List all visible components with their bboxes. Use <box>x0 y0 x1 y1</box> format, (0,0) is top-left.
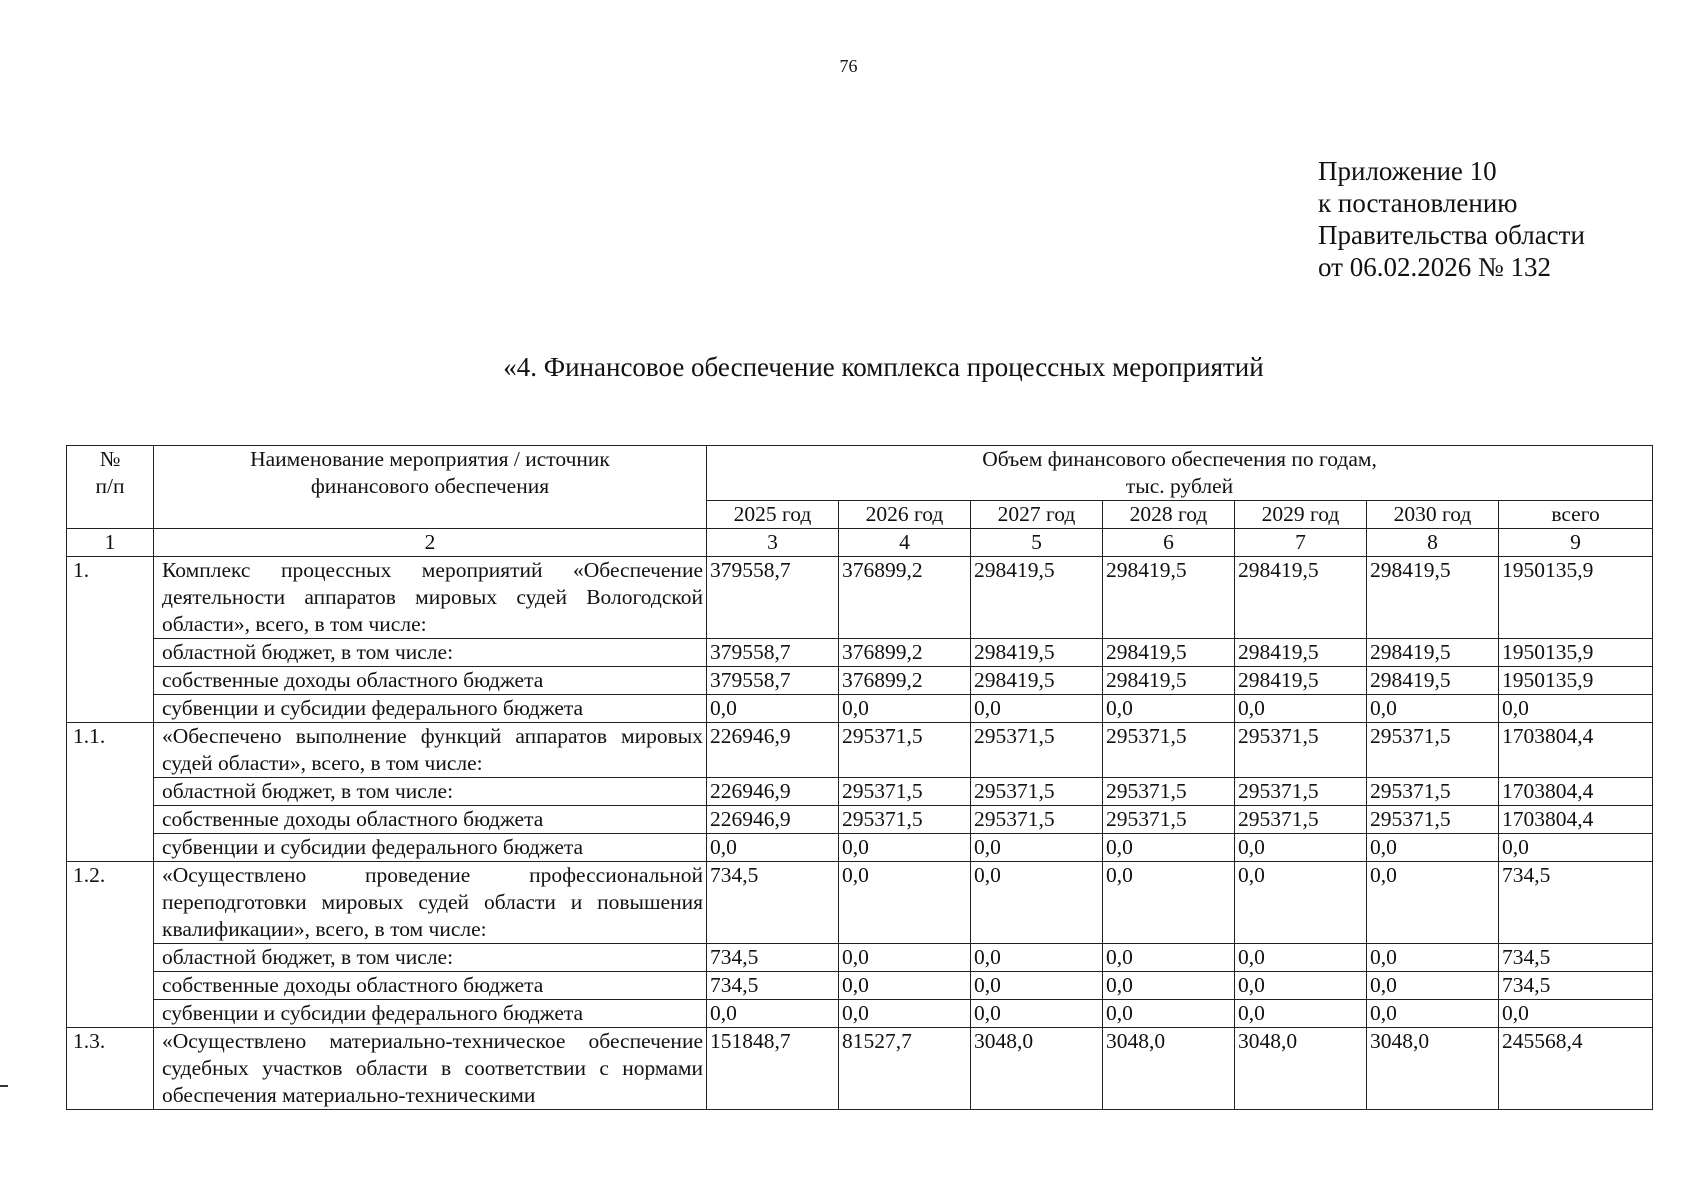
row-year-value: 295371,5 <box>1235 723 1367 778</box>
row-year-value: 295371,5 <box>1367 778 1499 806</box>
table-row <box>67 639 1653 667</box>
row-year-value: 0,0 <box>971 834 1103 862</box>
appendix-line: от 06.02.2026 № 132 <box>1318 252 1551 282</box>
row-year-value: 295371,5 <box>839 806 971 834</box>
row-year-value: 0,0 <box>707 834 839 862</box>
row-year-value: 295371,5 <box>1235 778 1367 806</box>
table-row <box>67 1028 1653 1110</box>
row-year-value: 0,0 <box>707 1000 839 1028</box>
row-year-value: 734,5 <box>707 944 839 972</box>
row-year-value: 734,5 <box>707 972 839 1000</box>
table-body <box>67 557 1653 1110</box>
column-number: 1 <box>67 529 154 557</box>
column-number: 2 <box>154 529 707 557</box>
row-year-value: 295371,5 <box>839 723 971 778</box>
row-total-value: 0,0 <box>1499 834 1653 862</box>
table-row <box>67 834 1653 862</box>
row-year-value: 0,0 <box>1103 834 1235 862</box>
row-index: 1.3. <box>67 1028 154 1110</box>
row-year-value: 0,0 <box>1367 862 1499 944</box>
row-year-value: 226946,9 <box>707 778 839 806</box>
row-year-value: 0,0 <box>971 1000 1103 1028</box>
table-row <box>67 557 1653 639</box>
header-year: 2027 год <box>971 501 1103 529</box>
row-label: субвенции и субсидии федерального бюджета <box>154 695 707 723</box>
row-label: «Осуществлено проведение профессиональной переподготовки мировых судей области и повышения квалификации», всего, в том числе: <box>154 862 707 944</box>
table-row <box>67 695 1653 723</box>
row-year-value: 295371,5 <box>1103 806 1235 834</box>
row-year-value: 376899,2 <box>839 639 971 667</box>
header-year: 2028 год <box>1103 501 1235 529</box>
row-year-value: 3048,0 <box>1235 1028 1367 1110</box>
header-total: всего <box>1499 501 1653 529</box>
row-year-value: 0,0 <box>1235 1000 1367 1028</box>
row-label: собственные доходы областного бюджета <box>154 972 707 1000</box>
row-index: 1. <box>67 557 154 723</box>
table-row <box>67 667 1653 695</box>
header-num-line: п/п <box>95 474 125 498</box>
header-name-line: Наименование мероприятия / источник <box>250 447 610 471</box>
header-year: 2029 год <box>1235 501 1367 529</box>
row-year-value: 379558,7 <box>707 639 839 667</box>
header-num-cell <box>67 446 154 529</box>
page-number: 76 <box>839 56 858 76</box>
header-volume-line: Объем финансового обеспечения по годам, <box>982 447 1377 471</box>
row-year-value: 3048,0 <box>971 1028 1103 1110</box>
row-year-value: 0,0 <box>1367 834 1499 862</box>
row-year-value: 0,0 <box>1367 944 1499 972</box>
row-year-value: 0,0 <box>1103 944 1235 972</box>
row-year-value: 379558,7 <box>707 557 839 639</box>
column-number: 8 <box>1367 529 1499 557</box>
row-total-value: 1703804,4 <box>1499 723 1653 778</box>
row-index: 1.1. <box>67 723 154 862</box>
row-year-value: 0,0 <box>839 834 971 862</box>
row-year-value: 0,0 <box>971 862 1103 944</box>
margin-mark <box>0 1085 8 1087</box>
row-total-value: 245568,4 <box>1499 1028 1653 1110</box>
row-total-value: 0,0 <box>1499 1000 1653 1028</box>
financing-table <box>66 445 1653 1110</box>
table-row <box>67 1000 1653 1028</box>
row-year-value: 0,0 <box>971 944 1103 972</box>
row-year-value: 295371,5 <box>1103 723 1235 778</box>
header-name-line: финансового обеспечения <box>310 474 550 498</box>
header-year: 2026 год <box>839 501 971 529</box>
header-volume-line: тыс. рублей <box>1125 474 1234 498</box>
row-year-value: 0,0 <box>839 1000 971 1028</box>
row-total-value: 1703804,4 <box>1499 806 1653 834</box>
row-year-value: 298419,5 <box>971 667 1103 695</box>
row-year-value: 295371,5 <box>1235 806 1367 834</box>
row-label: субвенции и субсидии федерального бюджета <box>154 834 707 862</box>
row-year-value: 298419,5 <box>1367 639 1499 667</box>
column-number: 6 <box>1103 529 1235 557</box>
table-row <box>67 862 1653 944</box>
row-label: «Осуществлено материально-техническое обеспечение судебных участков области в соответствии с нормами обеспечения материально-техническими <box>154 1028 707 1110</box>
row-year-value: 295371,5 <box>1367 806 1499 834</box>
row-total-value: 1950135,9 <box>1499 557 1653 639</box>
row-year-value: 376899,2 <box>839 667 971 695</box>
row-year-value: 0,0 <box>839 972 971 1000</box>
row-year-value: 0,0 <box>839 862 971 944</box>
row-label: областной бюджет, в том числе: <box>154 944 707 972</box>
header-num-line: № <box>99 447 121 471</box>
row-label: субвенции и субсидии федерального бюджета <box>154 1000 707 1028</box>
row-year-value: 0,0 <box>1235 862 1367 944</box>
header-year: 2030 год <box>1367 501 1499 529</box>
row-year-value: 298419,5 <box>1367 667 1499 695</box>
header-year: 2025 год <box>707 501 839 529</box>
table-row <box>67 972 1653 1000</box>
table-row <box>67 944 1653 972</box>
row-total-value: 1950135,9 <box>1499 667 1653 695</box>
row-label: областной бюджет, в том числе: <box>154 639 707 667</box>
appendix-note <box>1318 155 1585 283</box>
row-year-value: 298419,5 <box>1235 639 1367 667</box>
row-year-value: 298419,5 <box>1235 667 1367 695</box>
row-year-value: 0,0 <box>1235 695 1367 723</box>
row-year-value: 0,0 <box>839 944 971 972</box>
row-year-value: 3048,0 <box>1367 1028 1499 1110</box>
row-year-value: 0,0 <box>1367 972 1499 1000</box>
row-year-value: 376899,2 <box>839 557 971 639</box>
row-label: собственные доходы областного бюджета <box>154 806 707 834</box>
appendix-line: Правительства области <box>1318 220 1585 250</box>
row-year-value: 0,0 <box>971 972 1103 1000</box>
row-year-value: 298419,5 <box>1367 557 1499 639</box>
column-number: 7 <box>1235 529 1367 557</box>
table-row <box>67 806 1653 834</box>
row-year-value: 226946,9 <box>707 723 839 778</box>
row-year-value: 298419,5 <box>1103 667 1235 695</box>
row-total-value: 0,0 <box>1499 695 1653 723</box>
row-label: областной бюджет, в том числе: <box>154 778 707 806</box>
header-volume-cell <box>707 446 1653 501</box>
row-year-value: 295371,5 <box>971 723 1103 778</box>
row-year-value: 379558,7 <box>707 667 839 695</box>
row-total-value: 734,5 <box>1499 862 1653 944</box>
column-number: 4 <box>839 529 971 557</box>
row-year-value: 226946,9 <box>707 806 839 834</box>
row-year-value: 0,0 <box>1103 862 1235 944</box>
row-year-value: 0,0 <box>1235 972 1367 1000</box>
row-year-value: 0,0 <box>839 695 971 723</box>
row-year-value: 3048,0 <box>1103 1028 1235 1110</box>
row-year-value: 151848,7 <box>707 1028 839 1110</box>
header-name-cell <box>154 446 707 529</box>
table-row <box>67 723 1653 778</box>
table-row <box>67 778 1653 806</box>
row-label: Комплекс процессных мероприятий «Обеспечение деятельности аппаратов мировых судей Вологодской области», всего, в том числе: <box>154 557 707 639</box>
row-year-value: 295371,5 <box>1103 778 1235 806</box>
row-year-value: 295371,5 <box>971 778 1103 806</box>
row-year-value: 0,0 <box>1103 1000 1235 1028</box>
appendix-line: Приложение 10 <box>1318 156 1497 186</box>
row-label: «Обеспечено выполнение функций аппаратов мировых судей области», всего, в том числе: <box>154 723 707 778</box>
row-year-value: 81527,7 <box>839 1028 971 1110</box>
row-total-value: 1950135,9 <box>1499 639 1653 667</box>
row-year-value: 0,0 <box>1103 972 1235 1000</box>
row-year-value: 0,0 <box>1103 695 1235 723</box>
row-year-value: 0,0 <box>1235 944 1367 972</box>
row-total-value: 734,5 <box>1499 972 1653 1000</box>
row-year-value: 0,0 <box>1235 834 1367 862</box>
appendix-line: к постановлению <box>1318 188 1518 218</box>
row-year-value: 0,0 <box>1367 695 1499 723</box>
column-number: 5 <box>971 529 1103 557</box>
row-label: собственные доходы областного бюджета <box>154 667 707 695</box>
row-year-value: 295371,5 <box>971 806 1103 834</box>
row-year-value: 295371,5 <box>1367 723 1499 778</box>
row-year-value: 0,0 <box>707 695 839 723</box>
column-number: 3 <box>707 529 839 557</box>
row-year-value: 298419,5 <box>1103 639 1235 667</box>
row-year-value: 734,5 <box>707 862 839 944</box>
row-index: 1.2. <box>67 862 154 1028</box>
row-year-value: 298419,5 <box>1235 557 1367 639</box>
row-year-value: 298419,5 <box>971 557 1103 639</box>
row-year-value: 298419,5 <box>971 639 1103 667</box>
row-year-value: 0,0 <box>971 695 1103 723</box>
section-title: «4. Финансовое обеспечение комплекса процессных мероприятий <box>503 352 1264 382</box>
row-year-value: 295371,5 <box>839 778 971 806</box>
column-number: 9 <box>1499 529 1653 557</box>
row-total-value: 734,5 <box>1499 944 1653 972</box>
row-total-value: 1703804,4 <box>1499 778 1653 806</box>
row-year-value: 298419,5 <box>1103 557 1235 639</box>
row-year-value: 0,0 <box>1367 1000 1499 1028</box>
